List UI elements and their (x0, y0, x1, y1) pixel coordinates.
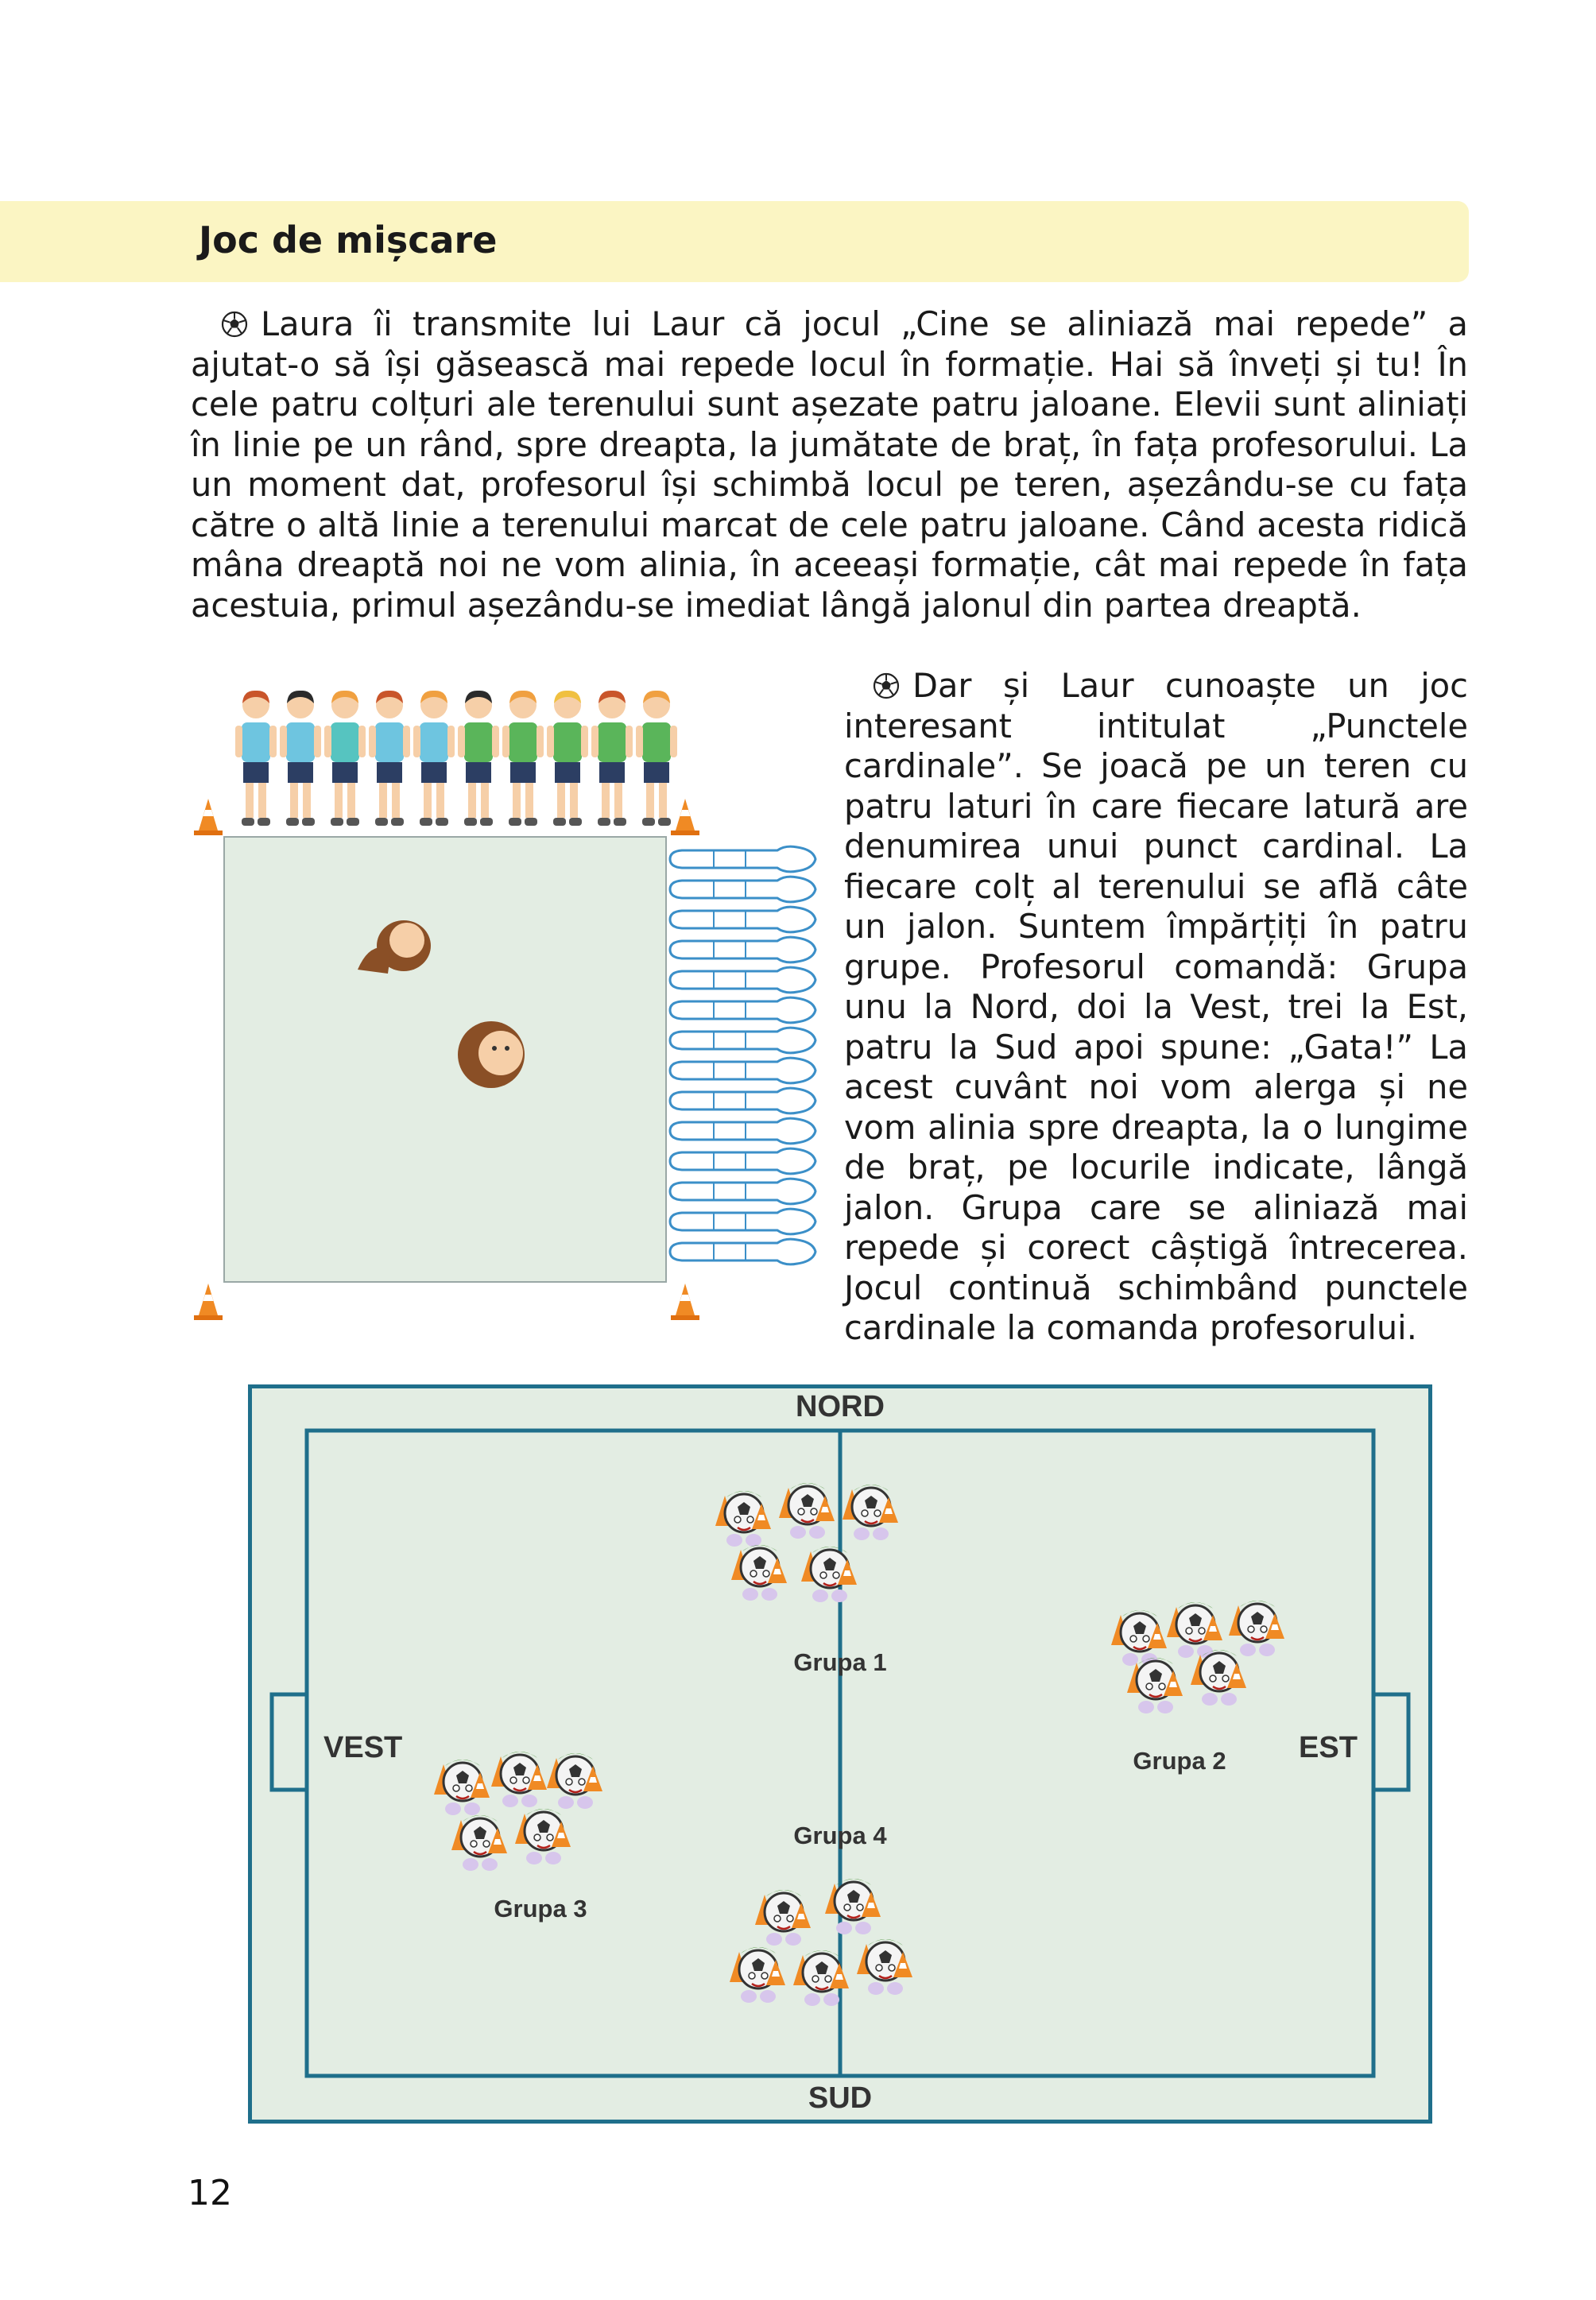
soccer-ball-icon (873, 672, 900, 699)
label-north: NORD (796, 1390, 885, 1423)
playing-area (224, 837, 666, 1282)
soccer-ball-icon (221, 311, 248, 338)
students-row (235, 691, 677, 826)
section-header-banner (0, 201, 1469, 282)
cone-icon (194, 799, 223, 835)
section-title: Joc de mișcare (199, 219, 498, 261)
label-south: SUD (808, 2081, 873, 2115)
label-group-2: Grupa 2 (1133, 1747, 1226, 1775)
student-outlines (670, 846, 815, 1264)
paragraph-cardinal-points-text: Dar și Laur cunoaște un joc interesant intitulat „Punctele cardinale”. Se joacă pe un teren cu patru laturi în care fiecare latură are denumirea unui punct cardinal. La fiecare colț al terenului se află câte un jalon. Suntem împărțiți în patru grupe. Profesorul comandă: Grupa unu la Nord, doi la Vest, trei la Est, patru la Sud apoi spune: „Gata!” La acest cuvânt noi vom alerga și ne vom alinia spre dreapta, la o lungime de braț, pe locurile indicate, lângă jalon. Grupa care se aliniază mai repede și corect câștigă întrecerea. Jocul continuă schimbând punctele cardinale la comanda profesorului. (844, 666, 1468, 1347)
cone-icon (671, 799, 699, 835)
paragraph-intro-text: Laura îi transmite lui Laur că jocul „Cine se aliniază mai repede” a ajutat-o să își găsească mai repede locul în formație. Hai să înveți și tu! În cele patru colțuri ale terenului sunt așezate patru jaloane. Elevii sunt aliniați în linie pe un rând, spre dreapta, la jumătate de braț, în fața profesorului. La un moment dat, profesorul își schimbă locul pe teren, așezându-se cu fața către o altă linie a terenului marcat de cele patru jaloane. Când acesta ridică mâna dreaptă noi ne vom alinia, în aceeași formație, cât mai repede în fața acestuia, primul așezându-se imediat lângă jalonul din partea dreaptă. (191, 304, 1468, 625)
label-group-3: Grupa 3 (494, 1895, 587, 1922)
cardinal-points-field (248, 1384, 1432, 2124)
cone-icon (194, 1284, 223, 1320)
paragraph-cardinal-points (844, 666, 1468, 1349)
cone-icon (671, 1284, 699, 1320)
page-number: 12 (188, 2173, 232, 2213)
label-west: VEST (323, 1731, 403, 1764)
paragraph-intro (191, 304, 1468, 625)
label-group-4: Grupa 4 (793, 1822, 887, 1849)
teacher-figure-2 (458, 1021, 525, 1088)
alignment-game-illustration (183, 672, 835, 1323)
label-east: EST (1299, 1731, 1358, 1764)
label-group-1: Grupa 1 (793, 1648, 887, 1676)
